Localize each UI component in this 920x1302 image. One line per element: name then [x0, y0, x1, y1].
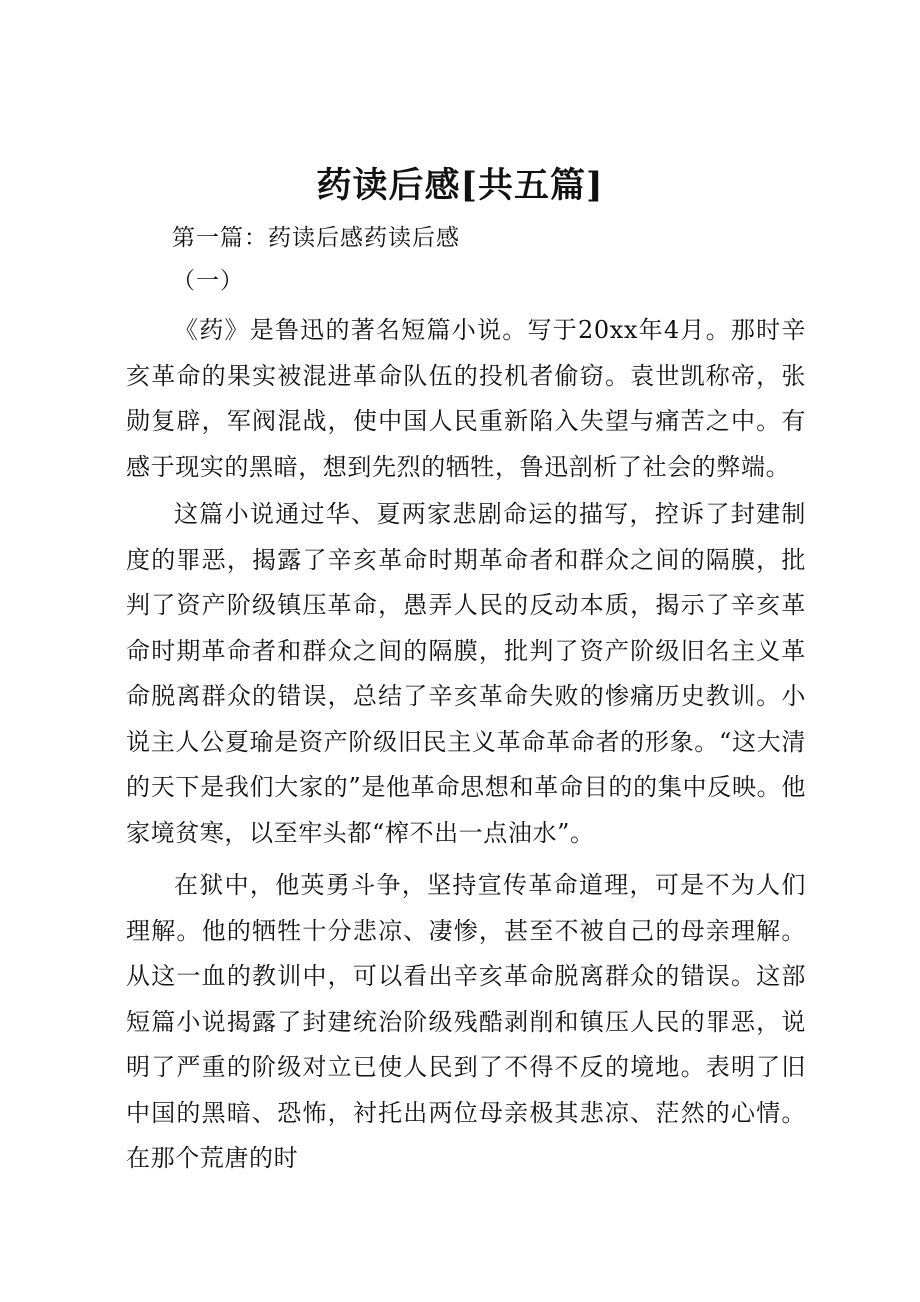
- section-heading: 第一篇：药读后感药读后感: [172, 225, 460, 251]
- part-label: （一）: [172, 268, 244, 294]
- paragraph: 在狱中，他英勇斗争，坚持宣传革命道理，可是不为人们理解。他的牺牲十分悲凉、凄惨，甚至不被自己的母亲理解。从这一血的教训中，可以看出辛亥革命脱离群众的错误。这部短篇小说揭露了封建统治阶级残酷剥削和镇压人民的罪恶，说明了严重的阶级对立已使人民到了不得不反的境地。表明了旧中国的黑暗、恐怖，衬托出两位母亲极其悲凉、茫然的心情。在那个荒唐的时: [126, 871, 806, 1172]
- paragraph: 《药》是鲁迅的著名短篇小说。写于20xx年4月。那时辛亥革命的果实被混进革命队伍的投机者偷窃。袁世凯称帝，张勋复辟，军阀混战，使中国人民重新陷入失望与痛苦之中。有感于现实的黑暗，想到先烈的牺牲，鲁迅剖析了社会的弊端。: [126, 316, 806, 481]
- document-title: 药读后感[共五篇]: [316, 165, 604, 206]
- paragraph: 这篇小说通过华、夏两家悲剧命运的描写，控诉了封建制度的罪恶，揭露了辛亥革命时期革命者和群众之间的隔膜，批判了资产阶级镇压革命，愚弄人民的反动本质，揭示了辛亥革命时期革命者和群众之间的隔膜，批判了资产阶级旧名主义革命脱离群众的错误，总结了辛亥革命失败的惨痛历史教训。小说主人公夏瑜是资产阶级旧民主义革命革命者的形象。“这大清的天下是我们大家的”是他革命思想和革命目的的集中反映。他家境贫寒，以至牢头都“榨不出一点油水”。: [126, 500, 806, 847]
